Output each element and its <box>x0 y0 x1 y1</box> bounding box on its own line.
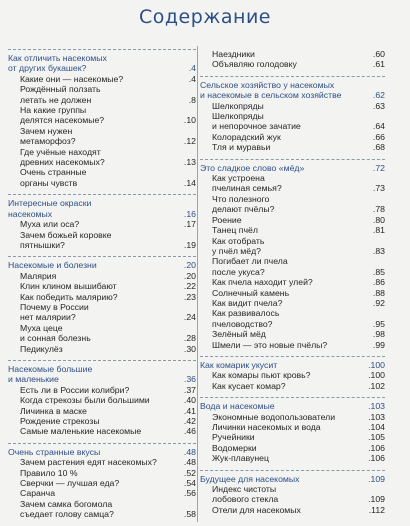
toc-entry[interactable] <box>8 302 196 323</box>
toc-entry[interactable] <box>8 105 196 126</box>
toc-entry-line[interactable] <box>8 115 196 125</box>
toc-entry-line-page: .88 <box>372 287 385 298</box>
toc-entry-line-label: Когда стрекозы были большими <box>20 395 150 406</box>
section-title-text: Очень странные вкусы <box>8 446 101 457</box>
toc-entry[interactable] <box>8 147 196 168</box>
toc-entry-line-label: Правило 10 % <box>20 467 78 478</box>
toc-entry-line-label: Как комары пьют кровь? <box>212 370 311 381</box>
toc-entry-line-label: Ручейники <box>212 432 255 443</box>
toc-entry[interactable] <box>200 381 385 391</box>
section-title-text: Как комарик укусит <box>200 359 278 370</box>
toc-entry-line-page: .56 <box>183 488 196 499</box>
toc-entry-line-page: .92 <box>372 297 385 308</box>
toc-section <box>8 49 196 188</box>
toc-entry-line-label: Объявляю голодовку <box>212 59 297 70</box>
toc-entry-line-page: .17 <box>183 219 196 230</box>
toc-entry-line[interactable] <box>200 111 385 121</box>
toc-entry-line-page: .98 <box>372 329 385 340</box>
toc-entry-line-label: делятся насекомые? <box>20 115 105 126</box>
toc-entry-line[interactable] <box>200 277 385 287</box>
toc-entry[interactable] <box>8 126 196 147</box>
toc-entry-line-page: .112 <box>368 504 385 515</box>
toc-entry-line[interactable] <box>200 49 385 59</box>
toc-entry-line[interactable] <box>8 95 196 105</box>
toc-entry-line[interactable] <box>200 288 385 298</box>
toc-entry-line-page: .46 <box>183 426 196 437</box>
toc-entry[interactable] <box>200 132 385 142</box>
section-title-text: Вода и насекомые <box>200 401 275 412</box>
toc-entry-line[interactable] <box>200 298 385 308</box>
toc-entry-line[interactable] <box>200 443 385 453</box>
toc-entry[interactable] <box>200 505 385 515</box>
toc-entry-line-page: .4 <box>188 73 196 84</box>
toc-entry-line[interactable] <box>200 308 385 318</box>
section-page-number: .16 <box>183 208 196 219</box>
toc-entry-line-label: Педикулёз <box>20 343 63 354</box>
toc-entry-line-page: .20 <box>183 270 196 281</box>
toc-entry-line-page: .64 <box>372 121 385 132</box>
section-title-text: насекомых <box>8 208 53 219</box>
toc-entry-line-label: съедает голову самца? <box>20 509 114 520</box>
toc-entry-line-label: у пчёл мёд? <box>212 245 262 256</box>
toc-entry-line-label: Как кусает комар? <box>212 380 286 391</box>
toc-entry-line-page: .14 <box>183 177 196 188</box>
toc-entry-line-label: Отели для насекомых <box>212 504 301 515</box>
section-title-text: Как отличить насекомых <box>8 53 107 63</box>
toc-entry-line[interactable] <box>200 236 385 246</box>
toc-entry-line-label: и сонная болезнь <box>20 333 91 344</box>
section-title-line <box>8 63 196 73</box>
toc-entry-line-label: Рождение стрекозы <box>20 416 100 426</box>
toc-entry-line-label: Тля и муравьи <box>212 142 271 153</box>
toc-entry-line[interactable] <box>8 240 196 250</box>
toc-entry[interactable] <box>8 230 196 251</box>
toc-entry-line[interactable] <box>200 484 385 494</box>
toc-entry-line[interactable] <box>200 225 385 235</box>
toc-entry[interactable] <box>200 59 385 69</box>
toc-entry-line[interactable] <box>8 167 196 177</box>
toc-entry[interactable] <box>200 225 385 235</box>
toc-entry-line[interactable] <box>8 292 196 302</box>
toc-entry-line[interactable] <box>200 59 385 69</box>
section-title-line <box>8 209 196 219</box>
section-title-text: Это сладкое слово «мёд» <box>200 162 305 173</box>
toc-entry-line[interactable] <box>8 385 196 395</box>
section-title-text: Насекомые большие <box>8 363 93 374</box>
toc-entry[interactable] <box>200 256 385 277</box>
toc-entry-line-label: Водомерки <box>212 442 257 453</box>
toc-entry-line[interactable] <box>200 267 385 277</box>
column-divider <box>197 46 198 522</box>
toc-entry-line-label: Зачем самка богомола <box>20 498 113 509</box>
toc-section <box>200 76 385 153</box>
toc-entry-line-label: Муха или оса? <box>20 219 80 230</box>
toc-entry-line-label: Наездники <box>212 49 255 59</box>
toc-entry[interactable] <box>200 298 385 308</box>
toc-entry-line[interactable] <box>200 370 385 380</box>
section-title-line <box>8 447 196 457</box>
section-title[interactable] <box>8 256 196 270</box>
toc-section <box>8 194 196 250</box>
toc-entry[interactable] <box>200 432 385 442</box>
toc-entry-line-label: Где учёные находят <box>20 146 101 157</box>
toc-entry-line-page: .63 <box>372 100 385 111</box>
toc-entry-line-label: Танец пчёл <box>212 225 258 236</box>
toc-entry[interactable] <box>8 426 196 436</box>
toc-entry-line[interactable] <box>8 136 196 146</box>
toc-entry-line-label: Очень странные <box>20 167 87 178</box>
toc-entry[interactable] <box>8 281 196 291</box>
toc-entry-line-page: .102 <box>368 380 385 391</box>
section-page-number: .103 <box>368 401 385 412</box>
toc-entry[interactable] <box>8 488 196 498</box>
section-title-line <box>8 198 196 208</box>
toc-entry-line-page: .8 <box>188 94 196 105</box>
toc-entry-line[interactable] <box>8 426 196 436</box>
toc-entry[interactable] <box>8 271 196 281</box>
toc-entry[interactable] <box>200 111 385 132</box>
toc-entry[interactable] <box>200 215 385 225</box>
toc-entry-line-page: .54 <box>183 478 196 489</box>
section-title[interactable] <box>200 397 385 411</box>
toc-entry-line[interactable] <box>8 147 196 157</box>
toc-entry-line[interactable] <box>200 256 385 266</box>
toc-entry-line[interactable] <box>200 101 385 111</box>
toc-entry-line[interactable] <box>8 416 196 426</box>
section-title-text: и маленькие <box>8 374 59 385</box>
section-title[interactable] <box>8 194 196 219</box>
toc-entry[interactable] <box>8 478 196 488</box>
section-title[interactable] <box>200 159 385 173</box>
section-title-text: Интересные окраски <box>8 198 92 209</box>
toc-entry-line-label: Малярия <box>20 270 57 281</box>
toc-entry-line[interactable] <box>200 329 385 339</box>
toc-entry-line-label: нет малярии? <box>20 312 76 323</box>
toc-entry-line-label: после укуса? <box>212 266 265 277</box>
toc-entry-line-page: .73 <box>372 183 385 194</box>
toc-entry-line-page: .66 <box>372 131 385 142</box>
toc-entry-line[interactable] <box>200 204 385 214</box>
toc-entry-line[interactable] <box>200 453 385 463</box>
toc-entry-line-label: Погибает ли пчела <box>212 256 288 267</box>
toc-entry[interactable] <box>200 484 385 505</box>
toc-entry-line[interactable] <box>8 333 196 343</box>
toc-entry-line-page: .104 <box>368 422 385 432</box>
toc-entry-line-label: Личинки насекомых и вода <box>212 422 321 432</box>
toc-entry-line-label: Индекс чистоты <box>212 484 277 495</box>
toc-entry-line-page: .78 <box>372 204 385 215</box>
toc-entry-line-label: древних насекомых? <box>20 157 105 168</box>
toc-entry-line-label: Жук-плавунец <box>212 453 269 464</box>
toc-entry-line[interactable] <box>8 230 196 240</box>
toc-entry-line-page: .105 <box>368 432 385 443</box>
section-title-line <box>200 163 385 173</box>
toc-entry[interactable] <box>8 468 196 478</box>
toc-entry[interactable] <box>200 142 385 152</box>
section-title-line <box>200 80 385 90</box>
toc-entry-line-page: .22 <box>183 281 196 292</box>
toc-entry-line-label: Саранча <box>20 488 56 499</box>
toc-entry-line-label: Что полезного <box>212 193 270 204</box>
toc-column-left <box>8 49 196 526</box>
toc-entry-line[interactable] <box>200 246 385 256</box>
toc-entry-line[interactable] <box>8 271 196 281</box>
toc-entry-line-label: Роение <box>212 214 242 225</box>
toc-entry-line-label: пчелиная семья? <box>212 183 282 194</box>
section-title-text: от других букашек? <box>8 63 87 74</box>
toc-entry-line-label: летать не должен <box>20 94 92 105</box>
toc-entry[interactable] <box>200 370 385 380</box>
toc-entry-line[interactable] <box>200 173 385 183</box>
toc-entry[interactable] <box>8 395 196 405</box>
toc-entry-line[interactable] <box>200 142 385 152</box>
toc-entry-line[interactable] <box>200 121 385 131</box>
toc-section <box>200 397 385 463</box>
section-title[interactable] <box>200 356 385 370</box>
toc-entry-line-label: Как пчела находит улей? <box>212 277 313 288</box>
toc-entry-line-page: .19 <box>183 239 196 250</box>
toc-entry[interactable] <box>200 443 385 453</box>
toc-entry-line[interactable] <box>8 323 196 333</box>
toc-entry-line-page: .95 <box>372 318 385 329</box>
section-title[interactable] <box>8 443 196 457</box>
toc-entry-line-page: .58 <box>183 509 196 520</box>
toc-entry[interactable] <box>200 194 385 215</box>
toc-entry-line[interactable] <box>8 126 196 136</box>
toc-entry-line-label: Почему в России <box>20 301 89 312</box>
toc-entry[interactable] <box>200 340 385 350</box>
toc-entry-line-label: Самые маленькие насекомые <box>20 426 142 437</box>
toc-entry-line-page: .80 <box>372 214 385 225</box>
toc-entry-line-page: .24 <box>183 312 196 323</box>
toc-entry[interactable] <box>8 323 196 344</box>
toc-entry-line-page: .48 <box>183 457 196 468</box>
toc-entry-line[interactable] <box>8 509 196 519</box>
toc-section <box>8 256 196 354</box>
toc-entry-line-label: Как видит пчела? <box>212 297 283 308</box>
toc-entry-line-label: пятнышки? <box>20 239 65 250</box>
toc-entry-line-label: Зачем божьей коровке <box>20 229 112 240</box>
toc-entry-line-label: Шмели — это новые пчёлы? <box>212 339 328 350</box>
toc-entry-line[interactable] <box>8 281 196 291</box>
toc-entry-line-label: и непорочное зачатие <box>212 121 301 132</box>
toc-entry-line-page: .109 <box>368 494 385 505</box>
toc-entry-line-label: Шелкопряды <box>212 111 264 122</box>
toc-entry-line[interactable] <box>8 468 196 478</box>
toc-entry-line-label: Экономные водопользователи <box>212 411 336 422</box>
toc-entry-line[interactable] <box>8 457 196 467</box>
section-title-text: и насекомые в сельском хозяйстве <box>200 90 342 101</box>
toc-entry-line-page: .13 <box>183 157 196 168</box>
section-title-line <box>8 364 196 374</box>
toc-entry[interactable] <box>200 173 385 194</box>
toc-entry-line-label: Личинка в маске <box>20 405 87 416</box>
toc-entry-line-page: .37 <box>183 384 196 395</box>
toc-entry-line-page: .81 <box>372 225 385 236</box>
toc-entry-line-label: Клин клином вышибают <box>20 281 117 292</box>
toc-section <box>200 356 385 391</box>
toc-entry[interactable] <box>8 406 196 416</box>
toc-section <box>8 360 196 437</box>
toc-entry-line-label: Как устроена <box>212 173 265 184</box>
section-page-number: .109 <box>368 473 385 484</box>
toc-section <box>200 49 385 70</box>
toc-entry[interactable] <box>8 344 196 354</box>
section-title-line <box>8 260 196 270</box>
toc-entry-line-page: .86 <box>372 277 385 288</box>
toc-entry-line[interactable] <box>8 74 196 84</box>
toc-entry[interactable] <box>200 277 385 287</box>
toc-entry-line-label: На какие группы <box>20 105 87 116</box>
toc-entry-line[interactable] <box>8 499 196 509</box>
section-title-line <box>200 360 385 370</box>
section-title-line <box>8 374 196 384</box>
toc-entry-line-label: Зачем нужен <box>20 125 73 136</box>
section-page-number: .4 <box>188 63 196 74</box>
toc-entry-line-page: .52 <box>183 467 196 478</box>
toc-entry[interactable] <box>200 422 385 432</box>
toc-entry-line[interactable] <box>8 488 196 498</box>
toc-section <box>8 443 196 520</box>
toc-entry[interactable] <box>8 416 196 426</box>
page-title: Содержание <box>139 6 271 28</box>
toc-entry-line-page: .41 <box>183 405 196 416</box>
toc-entry-line-label: Есть ли в России колибри? <box>20 384 130 395</box>
toc-entry-line-page: .83 <box>372 245 385 256</box>
toc-entry-line-page: .40 <box>183 395 196 406</box>
toc-entry-line[interactable] <box>8 178 196 188</box>
toc-entry-line[interactable] <box>200 412 385 422</box>
toc-entry[interactable] <box>8 84 196 105</box>
toc-entry-line[interactable] <box>8 478 196 488</box>
toc-entry-line-page: .61 <box>372 59 385 70</box>
toc-entry-line-page: .10 <box>183 115 196 126</box>
toc-entry-line-page: .30 <box>183 343 196 354</box>
toc-entry[interactable] <box>200 288 385 298</box>
toc-entry-line[interactable] <box>8 406 196 416</box>
toc-entry-line-page: .23 <box>183 291 196 302</box>
toc-entry[interactable] <box>200 49 385 59</box>
toc-entry[interactable] <box>8 292 196 302</box>
toc-entry[interactable] <box>200 308 385 329</box>
toc-entry-line-label: метаморфоз? <box>20 136 76 147</box>
toc-entry-line-page: .28 <box>183 333 196 344</box>
toc-entry-line-label: Шелкопряды <box>212 100 264 111</box>
toc-entry-line[interactable] <box>200 422 385 432</box>
toc-entry-line-page: .100 <box>368 370 385 381</box>
section-page-number: .20 <box>183 260 196 271</box>
toc-entry-line[interactable] <box>200 132 385 142</box>
toc-entry-line-label: Как победить малярию? <box>20 291 118 302</box>
section-title-line <box>200 90 385 100</box>
toc-entry-line-label: пчеловодство? <box>212 318 273 329</box>
toc-entry-line-label: органы чувств <box>20 177 78 188</box>
toc-entry-line-page: .99 <box>372 339 385 350</box>
toc-entry-line[interactable] <box>8 219 196 229</box>
toc-entry-line[interactable] <box>200 215 385 225</box>
toc-entry-line[interactable] <box>200 381 385 391</box>
toc-entry-line[interactable] <box>8 344 196 354</box>
toc-entry-line[interactable] <box>200 340 385 350</box>
toc-entry-line-label: лобового стекла <box>212 494 279 505</box>
section-page-number: .36 <box>183 374 196 385</box>
toc-entry-line-label: Зелёный мёд <box>212 329 266 340</box>
toc-entry-line-label: Как отобрать <box>212 235 265 246</box>
toc-entry[interactable] <box>8 385 196 395</box>
section-title[interactable] <box>8 49 196 74</box>
toc-entry[interactable] <box>200 329 385 339</box>
section-page-number: .48 <box>183 446 196 457</box>
toc-section <box>200 159 385 350</box>
toc-entry-line[interactable] <box>8 395 196 405</box>
section-title-line <box>200 401 385 411</box>
section-title-line <box>200 474 385 484</box>
section-title-line <box>8 53 196 63</box>
toc-entry-line-page: .42 <box>183 416 196 426</box>
toc-entry[interactable] <box>8 457 196 467</box>
toc-entry-line-label: Зачем растения едят насекомых? <box>20 457 157 468</box>
section-page-number: .62 <box>372 90 385 101</box>
toc-entry[interactable] <box>200 412 385 422</box>
toc-column-right <box>200 49 385 521</box>
toc-entry-line[interactable] <box>8 302 196 312</box>
toc-entry-line-label: делают пчёлы? <box>212 204 275 215</box>
toc-entry-line-label: Рождённый ползать <box>20 84 101 95</box>
toc-entry-line-page: .106 <box>368 442 385 453</box>
toc-entry-line-label: Сверчки — лучшая еда? <box>20 478 120 489</box>
toc-entry-line-label: Муха цеце <box>20 322 63 333</box>
section-title-text: Сельское хозяйство у насекомых <box>200 79 335 90</box>
toc-entry-line-label: Солнечный камень <box>212 287 290 298</box>
section-title[interactable] <box>200 470 385 484</box>
toc-entry-line-label: Какие они — насекомые? <box>20 73 124 84</box>
toc-entry-line[interactable] <box>200 183 385 193</box>
toc-entry-line-label: Как развивалось <box>212 308 280 319</box>
section-title[interactable] <box>200 76 385 101</box>
toc-entry-line-page: .12 <box>183 136 196 147</box>
toc-entry[interactable] <box>8 499 196 520</box>
toc-entry-line[interactable] <box>200 319 385 329</box>
toc-entry-line[interactable] <box>8 105 196 115</box>
section-page-number: .72 <box>372 162 385 173</box>
toc-entry-line[interactable] <box>200 505 385 515</box>
toc-entry[interactable] <box>200 453 385 463</box>
toc-entry-line-page: .60 <box>372 49 385 59</box>
section-title-text: Будущее для насекомых <box>200 473 300 484</box>
toc-entry[interactable] <box>200 101 385 111</box>
toc-entry-line-page: .103 <box>368 411 385 422</box>
toc-entry-line-page: .85 <box>372 266 385 277</box>
section-title[interactable] <box>8 360 196 385</box>
toc-entry[interactable] <box>8 219 196 229</box>
toc-entry[interactable] <box>200 236 385 257</box>
toc-entry-line[interactable] <box>200 494 385 504</box>
section-page-number: .100 <box>368 359 385 370</box>
toc-entry-line[interactable] <box>8 312 196 322</box>
toc-entry-line-page: .106 <box>368 453 385 464</box>
toc-entry-line-label: Колорадский жук <box>212 131 281 142</box>
toc-section <box>200 470 385 516</box>
toc-entry[interactable] <box>8 74 196 84</box>
toc-entry-line-page: .68 <box>372 142 385 153</box>
section-title-text: Насекомые и болезни <box>8 260 97 271</box>
toc-entry-line[interactable] <box>8 157 196 167</box>
toc-entry-line[interactable] <box>200 194 385 204</box>
toc-entry-line[interactable] <box>8 84 196 94</box>
toc-entry[interactable] <box>8 167 196 188</box>
toc-entry-line[interactable] <box>200 432 385 442</box>
